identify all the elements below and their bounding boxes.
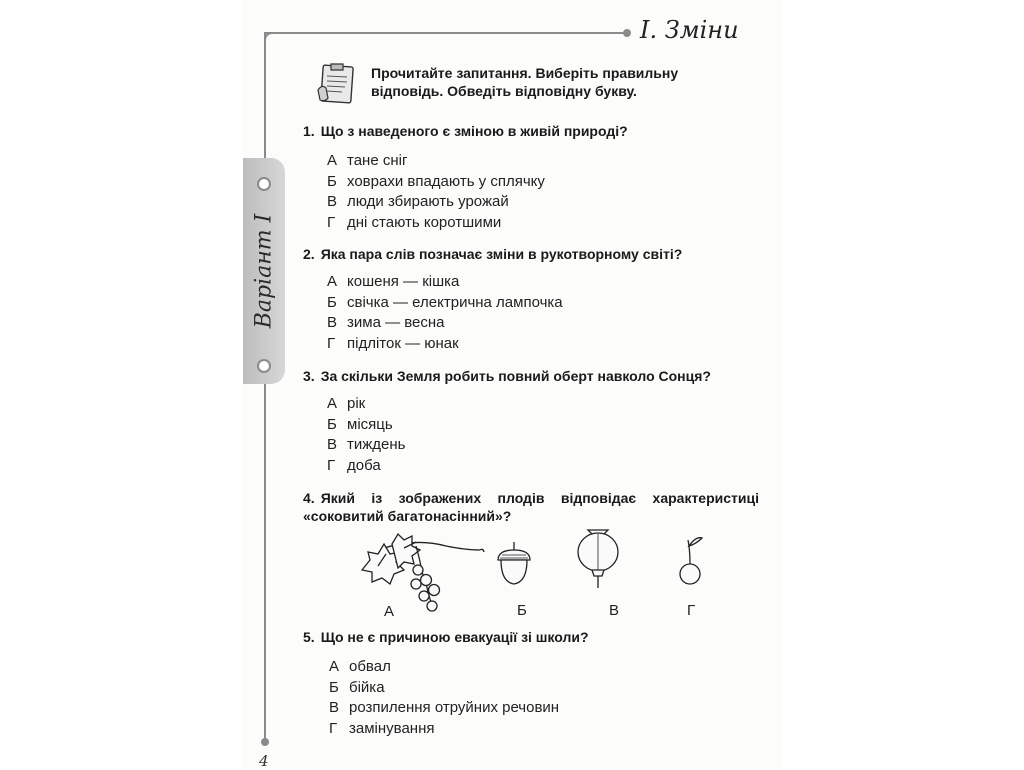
instruction-text: Прочитайте запитання. Виберіть правильну відповідь. Обведіть відповідну букву. <box>371 65 679 99</box>
option-item[interactable]: Г доба <box>327 456 381 474</box>
question-1-options <box>327 151 545 233</box>
option-item[interactable]: В тиждень <box>327 436 406 453</box>
option-item[interactable]: А тане сніг <box>327 152 408 169</box>
frame-corner <box>264 32 276 44</box>
page-number: 4 <box>259 752 269 770</box>
option-item[interactable]: Г підліток — юнак <box>327 334 459 352</box>
option-item[interactable]: Г дні стають коротшими <box>327 213 502 231</box>
option-item[interactable]: В зима — весна <box>327 314 445 331</box>
variant-label: Варіант І <box>251 213 277 329</box>
question-5-options <box>329 657 559 739</box>
question-1-title: 1. Що з наведеного є зміною в живій природі? <box>303 123 628 139</box>
question-5-title: 5. Що не є причиною евакуації зі школи? <box>303 629 589 645</box>
question-2-title: 2. Яка пара слів позначає зміни в рукотворному світі? <box>303 246 683 262</box>
acorn-icon[interactable] <box>494 540 534 586</box>
option-item[interactable]: Г замінування <box>329 719 435 737</box>
binding-ring-top <box>257 177 271 191</box>
worksheet-page <box>243 0 783 768</box>
option-item[interactable]: Б місяць <box>327 415 393 433</box>
binding-ring-bottom <box>257 359 271 373</box>
option-item[interactable]: Б бійка <box>329 678 385 696</box>
image-label-b: Б <box>517 602 527 619</box>
currant-branch-icon[interactable] <box>356 530 486 614</box>
option-item[interactable]: В люди збирають урожай <box>327 193 509 210</box>
option-item[interactable]: Б ховрахи впадають у сплячку <box>327 172 545 190</box>
frame-end-dot <box>623 29 631 37</box>
option-item[interactable]: В розпилення отруйних речовин <box>329 699 560 716</box>
image-label-d: Г <box>687 602 696 619</box>
frame-top-line <box>265 32 627 34</box>
option-item[interactable]: А рік <box>327 395 366 412</box>
option-item[interactable]: А обвал <box>329 658 391 675</box>
option-item[interactable]: А кошеня — кішка <box>327 273 460 290</box>
note-icon <box>312 60 360 108</box>
frame-bottom-dot <box>261 738 269 746</box>
frame-left-line <box>264 32 266 742</box>
section-title: І. Зміни <box>640 16 739 44</box>
question-3-options <box>327 394 405 476</box>
question-4-title: 4. Який із зображених плодів відповідає характеристиці «соковитий багатонасінний»? <box>303 490 759 524</box>
cherry-icon[interactable] <box>674 532 706 586</box>
question-2-options <box>327 272 563 354</box>
image-label-c: В <box>609 602 620 619</box>
image-label-a: А <box>384 603 395 620</box>
poppy-pod-icon[interactable] <box>574 524 622 590</box>
option-item[interactable]: Б свічка — електрична лампочка <box>327 293 563 311</box>
question-3-title: 3. За скільки Земля робить повний оберт навколо Сонця? <box>303 368 711 384</box>
